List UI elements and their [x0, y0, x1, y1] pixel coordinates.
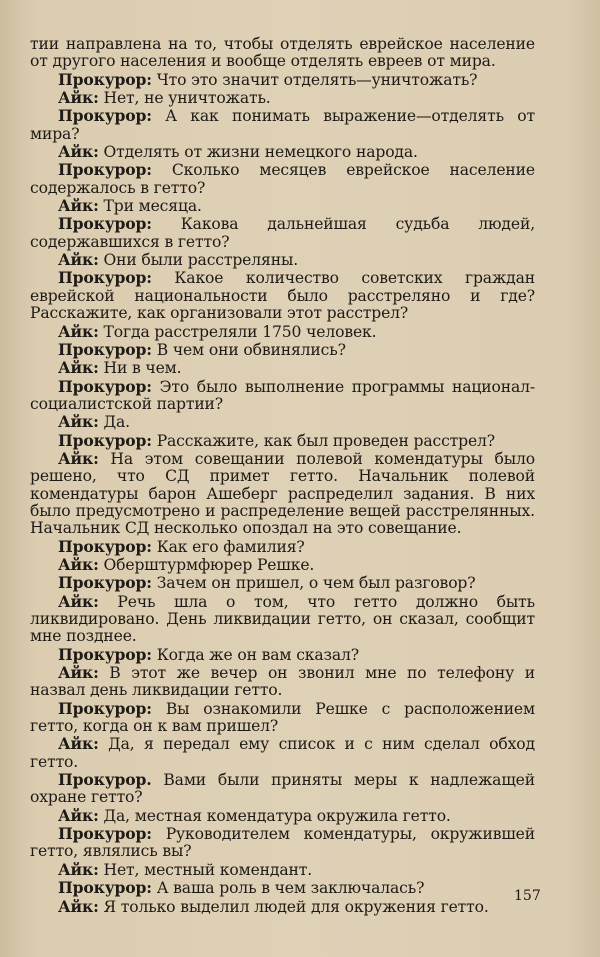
transcript-paragraph — [30, 89, 535, 107]
transcript-paragraph — [30, 432, 535, 450]
speaker-label: Айк: — [58, 734, 99, 754]
transcript-paragraph — [30, 197, 535, 215]
paragraph-text: Нет, не уничтожать. — [98, 89, 271, 108]
paragraph-text: Вы ознакомили Решке с расположением гетто, когда он к вам пришел? — [30, 699, 535, 736]
transcript-paragraph — [30, 735, 535, 771]
paragraph-text: Да, я передал ему список и с ним сделал обход гетто. — [30, 735, 535, 771]
transcript-paragraph — [30, 646, 535, 664]
paragraph-text: Руководителем комендатуры, окружившей гетто, являлись вы? — [30, 825, 535, 861]
transcript-paragraph — [30, 825, 535, 861]
transcript-paragraph — [30, 71, 535, 89]
speaker-label: Прокурор: — [58, 536, 152, 556]
transcript-paragraph — [30, 341, 535, 359]
paragraph-text: Три месяца. — [98, 197, 202, 216]
transcript-paragraph — [30, 413, 535, 431]
speaker-label: Айк: — [58, 896, 99, 916]
transcript-paragraph — [30, 359, 535, 377]
transcript-paragraph — [30, 107, 535, 143]
speaker-label: Прокурор: — [58, 573, 152, 593]
speaker-label: Айк: — [58, 321, 99, 341]
speaker-label: Прокурор: — [58, 160, 152, 180]
speaker-label: Прокурор: — [58, 106, 152, 126]
transcript-paragraph — [30, 323, 535, 341]
speaker-label: Айк: — [58, 859, 99, 879]
speaker-label: Айк: — [58, 412, 99, 432]
speaker-label: Айк: — [58, 663, 99, 683]
paragraph-text: Они были расстреляны. — [98, 251, 299, 270]
paragraph-text: Нет, местный комендант. — [98, 860, 313, 879]
speaker-label: Прокурор: — [58, 69, 152, 89]
page-number: 157 — [514, 888, 541, 904]
speaker-label: Прокурор: — [58, 644, 152, 664]
transcript-paragraph — [30, 879, 535, 897]
speaker-label: Айк: — [58, 448, 99, 468]
transcript-paragraph — [30, 771, 535, 807]
transcript-paragraph — [30, 700, 535, 736]
paragraph-text: Оберштурмфюрер Решке. — [98, 555, 315, 574]
paragraph-text: Вами были приняты меры к надлежащей охране гетто? — [30, 771, 535, 807]
paragraph-text: Речь шла о том, что гетто должно быть ликвидировано. День ликвидации гетто, он сказал, сообщит мне позднее. — [30, 592, 535, 646]
paragraph-text: Что это значит отделять—уничтожать? — [151, 70, 478, 89]
speaker-label: Прокурор: — [58, 339, 152, 359]
paragraph-text: Да. — [98, 413, 130, 432]
paragraph-text: Это было выполнение программы национал-социалистской партии? — [30, 377, 535, 413]
paragraph-text: Отделять от жизни немецкого народа. — [98, 143, 418, 162]
transcript-paragraph — [30, 593, 535, 646]
speaker-label: Айк: — [58, 805, 99, 825]
speaker-label: Прокурор: — [58, 878, 152, 898]
paragraph-text: Сколько месяцев еврейское население содержалось в гетто? — [30, 161, 535, 197]
speaker-label: Прокурор: — [58, 698, 152, 718]
speaker-label: Прокурор: — [58, 824, 152, 844]
transcript-paragraph — [30, 251, 535, 269]
transcript-paragraph — [30, 538, 535, 556]
transcript-paragraph — [30, 161, 535, 197]
paragraph-text: Расскажите, как был проведен расстрел? — [151, 431, 496, 450]
speaker-label: Айк: — [58, 591, 99, 611]
transcript-paragraph — [30, 664, 535, 700]
speaker-label: Прокурор: — [58, 214, 152, 234]
transcript-paragraph — [30, 556, 535, 574]
speaker-label: Айк: — [58, 358, 99, 378]
paragraph-text: Какое количество советских граждан еврейской национальности было расстреляно и где? Расскажите, как организовали этот расстрел? — [30, 269, 535, 323]
speaker-label: Айк: — [58, 554, 99, 574]
paragraph-text: Тогда расстреляли 1750 человек. — [98, 322, 377, 341]
paragraph-text: А ваша роль в чем заключалась? — [151, 879, 425, 898]
paragraph-text: А как понимать выражение—отделять от мира? — [30, 107, 535, 143]
speaker-label: Айк: — [58, 88, 99, 108]
paragraph-text: Да, местная комендатура окружила гетто. — [98, 806, 451, 825]
paragraph-text: Как его фамилия? — [151, 537, 305, 556]
paragraph-text: Когда же он вам сказал? — [151, 645, 360, 664]
transcript-paragraph — [30, 807, 535, 825]
transcript-text — [30, 36, 535, 916]
paragraph-text: тии направлена на то, чтобы отделять еврейское население от другого населения и вообще отделять евреев от мира. — [30, 35, 535, 71]
speaker-label: Прокурор: — [58, 268, 152, 288]
transcript-paragraph — [30, 36, 535, 71]
transcript-paragraph — [30, 574, 535, 592]
paragraph-text: На этом совещании полевой комендатуры было решено, что СД примет гетто. Начальник полевой комендатуры барон Ашеберг распределил задания. В них было предусмотрено и распределение вещей расстрелянных. Начальник СД несколько опоздал на это совещание. — [30, 449, 535, 538]
transcript-paragraph — [30, 378, 535, 414]
speaker-label: Прокурор. — [58, 770, 152, 790]
paragraph-text: В чем они обвинялись? — [151, 340, 346, 359]
transcript-paragraph — [30, 861, 535, 879]
paragraph-text: Ни в чем. — [98, 359, 182, 378]
speaker-label: Айк: — [58, 196, 99, 216]
paragraph-text: В этот же вечер он звонил мне по телефону и назвал день ликвидации гетто. — [30, 664, 535, 700]
paragraph-text: Зачем он пришел, о чем был разговор? — [151, 574, 476, 593]
transcript-paragraph — [30, 269, 535, 322]
speaker-label: Айк: — [58, 142, 99, 162]
speaker-label: Айк: — [58, 250, 99, 270]
transcript-paragraph — [30, 215, 535, 251]
paragraph-text: Я только выделил людей для окружения гетто. — [98, 897, 489, 916]
transcript-paragraph — [30, 898, 535, 916]
paragraph-text: Какова дальнейшая судьба людей, содержавшихся в гетто? — [30, 215, 535, 251]
speaker-label: Прокурор: — [58, 376, 152, 396]
transcript-paragraph — [30, 450, 535, 538]
speaker-label: Прокурор: — [58, 430, 152, 450]
transcript-paragraph — [30, 143, 535, 161]
